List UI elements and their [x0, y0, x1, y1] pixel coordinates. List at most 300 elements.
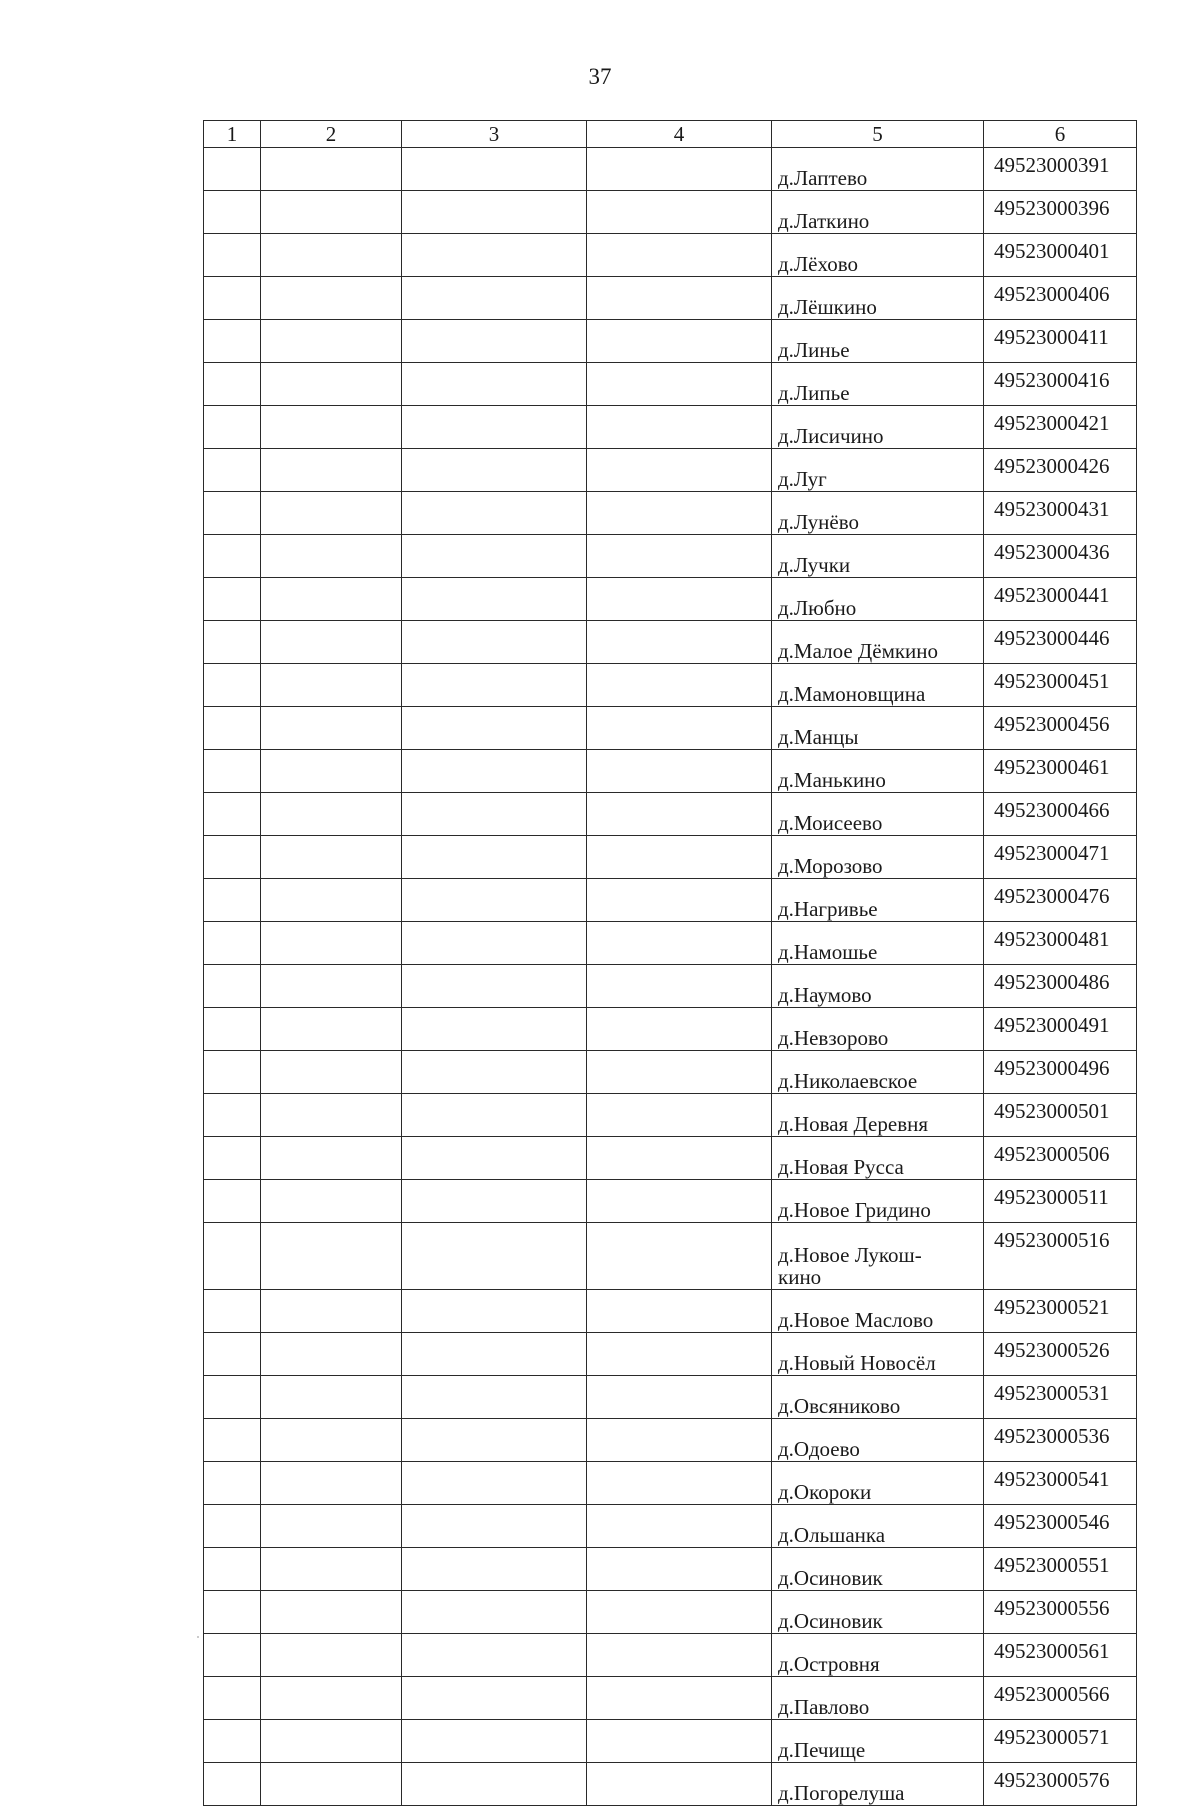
- empty-cell-col-2: [261, 750, 402, 793]
- settlement-name-cell: [772, 707, 984, 750]
- table-row: [204, 363, 1137, 406]
- empty-cell-col-4: [587, 492, 772, 535]
- settlement-code: 49523000561: [984, 1634, 1137, 1677]
- empty-cell-col-4: [587, 1462, 772, 1505]
- settlement-name: д.Луг: [778, 467, 827, 491]
- settlement-name: д.Островня: [778, 1652, 880, 1676]
- settlement-name: д.Новое Маслово: [778, 1308, 934, 1332]
- table-row: [204, 449, 1137, 492]
- table-row: [204, 1094, 1137, 1137]
- table-body: [204, 148, 1137, 1806]
- settlement-name: д.Окороки: [778, 1480, 872, 1504]
- column-header-6: 6: [984, 121, 1137, 148]
- empty-cell-col-2: [261, 363, 402, 406]
- empty-cell-col-4: [587, 1419, 772, 1462]
- empty-cell-col-4: [587, 1634, 772, 1677]
- settlement-code: 49523000471: [984, 836, 1137, 879]
- table-row: [204, 1223, 1137, 1290]
- empty-cell-col-4: [587, 793, 772, 836]
- empty-cell-col-1: [204, 148, 261, 191]
- empty-cell-col-1: [204, 1419, 261, 1462]
- settlement-code: 49523000546: [984, 1505, 1137, 1548]
- settlement-name-cell: [772, 1137, 984, 1180]
- settlement-code: 49523000526: [984, 1333, 1137, 1376]
- empty-cell-col-1: [204, 1333, 261, 1376]
- empty-cell-col-2: [261, 1137, 402, 1180]
- empty-cell-col-1: [204, 1591, 261, 1634]
- settlement-code: 49523000536: [984, 1419, 1137, 1462]
- table-row: [204, 148, 1137, 191]
- empty-cell-col-1: [204, 1505, 261, 1548]
- empty-cell-col-2: [261, 320, 402, 363]
- empty-cell-col-3: [402, 406, 587, 449]
- table-row: [204, 750, 1137, 793]
- empty-cell-col-1: [204, 922, 261, 965]
- empty-cell-col-2: [261, 1094, 402, 1137]
- settlement-name-cell: [772, 1223, 984, 1290]
- empty-cell-col-1: [204, 750, 261, 793]
- empty-cell-col-3: [402, 621, 587, 664]
- settlement-name: д.Лёхово: [778, 252, 858, 276]
- settlement-name-cell: [772, 1720, 984, 1763]
- empty-cell-col-2: [261, 1008, 402, 1051]
- settlement-name-cell: [772, 1333, 984, 1376]
- empty-cell-col-4: [587, 664, 772, 707]
- empty-cell-col-3: [402, 1505, 587, 1548]
- empty-cell-col-4: [587, 449, 772, 492]
- settlement-code: 49523000556: [984, 1591, 1137, 1634]
- empty-cell-col-2: [261, 1290, 402, 1333]
- empty-cell-col-3: [402, 148, 587, 191]
- empty-cell-col-1: [204, 406, 261, 449]
- settlement-name-cell: [772, 1376, 984, 1419]
- empty-cell-col-1: [204, 320, 261, 363]
- empty-cell-col-1: [204, 1462, 261, 1505]
- empty-cell-col-3: [402, 836, 587, 879]
- settlement-code: 49523000446: [984, 621, 1137, 664]
- settlement-name: д.Манькино: [778, 768, 886, 792]
- settlement-code: 49523000441: [984, 578, 1137, 621]
- empty-cell-col-4: [587, 320, 772, 363]
- table-row: [204, 1677, 1137, 1720]
- scan-artifact: [197, 1636, 199, 1638]
- settlement-name: д.Новый Новосёл: [778, 1351, 936, 1375]
- empty-cell-col-4: [587, 1290, 772, 1333]
- settlement-code: 49523000416: [984, 363, 1137, 406]
- settlement-code: 49523000511: [984, 1180, 1137, 1223]
- empty-cell-col-4: [587, 707, 772, 750]
- settlement-name-cell: [772, 1763, 984, 1806]
- table-row: [204, 492, 1137, 535]
- empty-cell-col-3: [402, 1763, 587, 1806]
- settlement-code: 49523000411: [984, 320, 1137, 363]
- empty-cell-col-3: [402, 1290, 587, 1333]
- settlement-name: д.Моисеево: [778, 811, 883, 835]
- settlement-name-cell: [772, 406, 984, 449]
- empty-cell-col-1: [204, 578, 261, 621]
- column-header-2: 2: [261, 121, 402, 148]
- settlement-code: 49523000496: [984, 1051, 1137, 1094]
- settlement-name: д.Манцы: [778, 725, 859, 749]
- table-row: [204, 922, 1137, 965]
- empty-cell-col-4: [587, 363, 772, 406]
- empty-cell-col-4: [587, 1051, 772, 1094]
- settlement-name: д.Новое Гридино: [778, 1198, 931, 1222]
- settlement-name: кино: [778, 1265, 822, 1289]
- table-row: [204, 1333, 1137, 1376]
- table-header: [204, 121, 1137, 148]
- table-row: [204, 535, 1137, 578]
- empty-cell-col-2: [261, 621, 402, 664]
- empty-cell-col-1: [204, 836, 261, 879]
- settlement-name-cell: [772, 965, 984, 1008]
- table-row: [204, 879, 1137, 922]
- empty-cell-col-4: [587, 1094, 772, 1137]
- empty-cell-col-4: [587, 191, 772, 234]
- empty-cell-col-4: [587, 879, 772, 922]
- settlement-code: 49523000461: [984, 750, 1137, 793]
- settlement-name-cell: [772, 1634, 984, 1677]
- table-row: [204, 664, 1137, 707]
- empty-cell-col-3: [402, 1094, 587, 1137]
- table-row: [204, 1376, 1137, 1419]
- settlement-name: д.Наумово: [778, 983, 872, 1007]
- empty-cell-col-3: [402, 1720, 587, 1763]
- empty-cell-col-3: [402, 1137, 587, 1180]
- empty-cell-col-1: [204, 1290, 261, 1333]
- empty-cell-col-2: [261, 793, 402, 836]
- settlement-name-cell: [772, 1094, 984, 1137]
- table-row: [204, 1462, 1137, 1505]
- settlement-name-cell: [772, 1505, 984, 1548]
- settlement-name-cell: [772, 1462, 984, 1505]
- settlement-name: д.Невзорово: [778, 1026, 889, 1050]
- settlement-name: д.Новая Русса: [778, 1155, 904, 1179]
- settlement-code: 49523000426: [984, 449, 1137, 492]
- empty-cell-col-2: [261, 1051, 402, 1094]
- settlement-code: 49523000406: [984, 277, 1137, 320]
- table-row: [204, 793, 1137, 836]
- settlement-code: 49523000421: [984, 406, 1137, 449]
- empty-cell-col-3: [402, 277, 587, 320]
- empty-cell-col-1: [204, 793, 261, 836]
- settlement-name: д.Осиновик: [778, 1609, 883, 1633]
- table-row: [204, 836, 1137, 879]
- settlement-name: д.Лучки: [778, 553, 851, 577]
- settlement-name-cell: [772, 578, 984, 621]
- empty-cell-col-1: [204, 664, 261, 707]
- settlement-name-cell: [772, 148, 984, 191]
- settlement-name: д.Мамоновщина: [778, 682, 926, 706]
- empty-cell-col-2: [261, 1548, 402, 1591]
- settlement-name-cell: [772, 1180, 984, 1223]
- settlement-name-cell: [772, 1419, 984, 1462]
- empty-cell-col-3: [402, 750, 587, 793]
- column-header-3: 3: [402, 121, 587, 148]
- table-row: [204, 277, 1137, 320]
- settlement-name: д.Погорелуша: [778, 1781, 905, 1805]
- table-row: [204, 1548, 1137, 1591]
- settlement-name-cell: [772, 492, 984, 535]
- empty-cell-col-3: [402, 1462, 587, 1505]
- empty-cell-col-3: [402, 1591, 587, 1634]
- empty-cell-col-1: [204, 449, 261, 492]
- settlement-name: д.Лаптево: [778, 166, 868, 190]
- empty-cell-col-3: [402, 1419, 587, 1462]
- settlement-name-cell: [772, 363, 984, 406]
- settlement-name-cell: [772, 793, 984, 836]
- settlement-name-cell: [772, 879, 984, 922]
- settlement-name: д.Печище: [778, 1738, 866, 1762]
- settlement-name: д.Липье: [778, 381, 850, 405]
- settlement-code: 49523000466: [984, 793, 1137, 836]
- table-row: [204, 1137, 1137, 1180]
- page-number: 37: [588, 64, 612, 89]
- settlement-name: д.Лисичино: [778, 424, 884, 448]
- empty-cell-col-4: [587, 1137, 772, 1180]
- settlement-code: 49523000476: [984, 879, 1137, 922]
- empty-cell-col-1: [204, 1051, 261, 1094]
- table-row: [204, 1505, 1137, 1548]
- settlement-name-cell: [772, 1677, 984, 1720]
- empty-cell-col-3: [402, 234, 587, 277]
- empty-cell-col-4: [587, 1548, 772, 1591]
- settlement-code: 49523000401: [984, 234, 1137, 277]
- settlement-name-cell: [772, 1591, 984, 1634]
- empty-cell-col-2: [261, 406, 402, 449]
- table-row: [204, 1008, 1137, 1051]
- empty-cell-col-2: [261, 277, 402, 320]
- empty-cell-col-2: [261, 578, 402, 621]
- settlements-table: [203, 120, 1137, 1806]
- settlement-code: 49523000501: [984, 1094, 1137, 1137]
- empty-cell-col-1: [204, 1223, 261, 1290]
- settlement-name: д.Павлово: [778, 1695, 870, 1719]
- settlement-code: 49523000576: [984, 1763, 1137, 1806]
- empty-cell-col-4: [587, 1677, 772, 1720]
- settlement-code: 49523000566: [984, 1677, 1137, 1720]
- settlement-name: д.Лунёво: [778, 510, 859, 534]
- settlement-code: 49523000521: [984, 1290, 1137, 1333]
- empty-cell-col-2: [261, 1591, 402, 1634]
- settlement-name-cell: [772, 750, 984, 793]
- settlement-code: 49523000531: [984, 1376, 1137, 1419]
- settlement-code: 49523000396: [984, 191, 1137, 234]
- table-row: [204, 1720, 1137, 1763]
- empty-cell-col-2: [261, 492, 402, 535]
- table-row: [204, 406, 1137, 449]
- settlement-name: д.Нагривье: [778, 897, 878, 921]
- empty-cell-col-1: [204, 277, 261, 320]
- settlement-code: 49523000516: [984, 1223, 1137, 1290]
- settlement-name-cell: [772, 277, 984, 320]
- empty-cell-col-3: [402, 793, 587, 836]
- empty-cell-col-2: [261, 1376, 402, 1419]
- empty-cell-col-3: [402, 1634, 587, 1677]
- settlement-name: д.Морозово: [778, 854, 883, 878]
- empty-cell-col-4: [587, 750, 772, 793]
- settlement-code: 49523000456: [984, 707, 1137, 750]
- column-header-4: 4: [587, 121, 772, 148]
- empty-cell-col-2: [261, 1333, 402, 1376]
- settlement-code: 49523000436: [984, 535, 1137, 578]
- settlement-name: д.Лёшкино: [778, 295, 877, 319]
- empty-cell-col-4: [587, 277, 772, 320]
- empty-cell-col-3: [402, 965, 587, 1008]
- empty-cell-col-2: [261, 234, 402, 277]
- empty-cell-col-2: [261, 1634, 402, 1677]
- empty-cell-col-4: [587, 1376, 772, 1419]
- empty-cell-col-1: [204, 191, 261, 234]
- empty-cell-col-3: [402, 578, 587, 621]
- empty-cell-col-2: [261, 1677, 402, 1720]
- table-row: [204, 191, 1137, 234]
- settlement-code: 49523000391: [984, 148, 1137, 191]
- settlement-code: 49523000551: [984, 1548, 1137, 1591]
- empty-cell-col-4: [587, 1505, 772, 1548]
- empty-cell-col-4: [587, 1180, 772, 1223]
- empty-cell-col-2: [261, 1180, 402, 1223]
- table-row: [204, 234, 1137, 277]
- table-row: [204, 1051, 1137, 1094]
- settlement-name-cell: [772, 320, 984, 363]
- table-row: [204, 320, 1137, 363]
- empty-cell-col-4: [587, 836, 772, 879]
- settlement-name: д.Малое Дёмкино: [778, 639, 939, 663]
- settlement-code: 49523000486: [984, 965, 1137, 1008]
- empty-cell-col-2: [261, 449, 402, 492]
- settlement-name-cell: [772, 449, 984, 492]
- empty-cell-col-1: [204, 1720, 261, 1763]
- empty-cell-col-4: [587, 535, 772, 578]
- empty-cell-col-2: [261, 1763, 402, 1806]
- empty-cell-col-4: [587, 1591, 772, 1634]
- settlement-name-cell: [772, 621, 984, 664]
- empty-cell-col-3: [402, 535, 587, 578]
- empty-cell-col-2: [261, 191, 402, 234]
- empty-cell-col-3: [402, 320, 587, 363]
- settlement-name-cell: [772, 191, 984, 234]
- empty-cell-col-4: [587, 234, 772, 277]
- empty-cell-col-2: [261, 1505, 402, 1548]
- empty-cell-col-1: [204, 1376, 261, 1419]
- empty-cell-col-1: [204, 1180, 261, 1223]
- table-row: [204, 1634, 1137, 1677]
- empty-cell-col-1: [204, 363, 261, 406]
- settlement-code: 49523000571: [984, 1720, 1137, 1763]
- header-row: [204, 121, 1137, 148]
- empty-cell-col-3: [402, 492, 587, 535]
- table-row: [204, 965, 1137, 1008]
- table-row: [204, 1419, 1137, 1462]
- empty-cell-col-3: [402, 1180, 587, 1223]
- empty-cell-col-3: [402, 1051, 587, 1094]
- empty-cell-col-2: [261, 664, 402, 707]
- settlement-code: 49523000431: [984, 492, 1137, 535]
- empty-cell-col-3: [402, 1008, 587, 1051]
- empty-cell-col-2: [261, 1419, 402, 1462]
- empty-cell-col-3: [402, 664, 587, 707]
- settlement-name-cell: [772, 922, 984, 965]
- settlement-name-cell: [772, 1051, 984, 1094]
- empty-cell-col-3: [402, 1376, 587, 1419]
- settlement-name: д.Осиновик: [778, 1566, 883, 1590]
- empty-cell-col-2: [261, 1720, 402, 1763]
- empty-cell-col-1: [204, 1008, 261, 1051]
- settlement-name-cell: [772, 234, 984, 277]
- settlement-name: д.Латкино: [778, 209, 870, 233]
- empty-cell-col-1: [204, 965, 261, 1008]
- empty-cell-col-1: [204, 879, 261, 922]
- settlement-name: д.Новое Лукош-: [778, 1243, 922, 1267]
- empty-cell-col-1: [204, 621, 261, 664]
- empty-cell-col-3: [402, 1333, 587, 1376]
- empty-cell-col-3: [402, 449, 587, 492]
- settlement-name-cell: [772, 836, 984, 879]
- empty-cell-col-3: [402, 1548, 587, 1591]
- settlement-name-cell: [772, 1290, 984, 1333]
- empty-cell-col-4: [587, 578, 772, 621]
- column-header-5: 5: [772, 121, 984, 148]
- empty-cell-col-2: [261, 922, 402, 965]
- empty-cell-col-2: [261, 148, 402, 191]
- empty-cell-col-2: [261, 965, 402, 1008]
- empty-cell-col-4: [587, 1008, 772, 1051]
- settlement-name: д.Линье: [778, 338, 850, 362]
- table-row: [204, 1290, 1137, 1333]
- settlement-name: д.Одоево: [778, 1437, 860, 1461]
- settlement-name: д.Овсяниково: [778, 1394, 901, 1418]
- table-row: [204, 1763, 1137, 1806]
- settlement-name-cell: [772, 1008, 984, 1051]
- empty-cell-col-4: [587, 1333, 772, 1376]
- settlement-name: д.Николаевское: [778, 1069, 918, 1093]
- empty-cell-col-1: [204, 707, 261, 750]
- table-row: [204, 1591, 1137, 1634]
- settlement-code: 49523000541: [984, 1462, 1137, 1505]
- table-row: [204, 621, 1137, 664]
- settlement-name: д.Любно: [778, 596, 857, 620]
- settlement-code: 49523000451: [984, 664, 1137, 707]
- settlement-code: 49523000506: [984, 1137, 1137, 1180]
- settlement-name-cell: [772, 535, 984, 578]
- empty-cell-col-4: [587, 1720, 772, 1763]
- empty-cell-col-3: [402, 1677, 587, 1720]
- table-row: [204, 707, 1137, 750]
- empty-cell-col-1: [204, 1677, 261, 1720]
- empty-cell-col-1: [204, 1094, 261, 1137]
- empty-cell-col-3: [402, 879, 587, 922]
- empty-cell-col-4: [587, 922, 772, 965]
- empty-cell-col-1: [204, 492, 261, 535]
- empty-cell-col-1: [204, 234, 261, 277]
- empty-cell-col-4: [587, 406, 772, 449]
- empty-cell-col-1: [204, 1137, 261, 1180]
- empty-cell-col-3: [402, 922, 587, 965]
- empty-cell-col-4: [587, 965, 772, 1008]
- empty-cell-col-1: [204, 535, 261, 578]
- empty-cell-col-3: [402, 1223, 587, 1290]
- empty-cell-col-1: [204, 1763, 261, 1806]
- table-row: [204, 1180, 1137, 1223]
- empty-cell-col-2: [261, 535, 402, 578]
- empty-cell-col-4: [587, 148, 772, 191]
- empty-cell-col-2: [261, 836, 402, 879]
- settlement-code: 49523000491: [984, 1008, 1137, 1051]
- empty-cell-col-4: [587, 621, 772, 664]
- empty-cell-col-4: [587, 1223, 772, 1290]
- empty-cell-col-1: [204, 1634, 261, 1677]
